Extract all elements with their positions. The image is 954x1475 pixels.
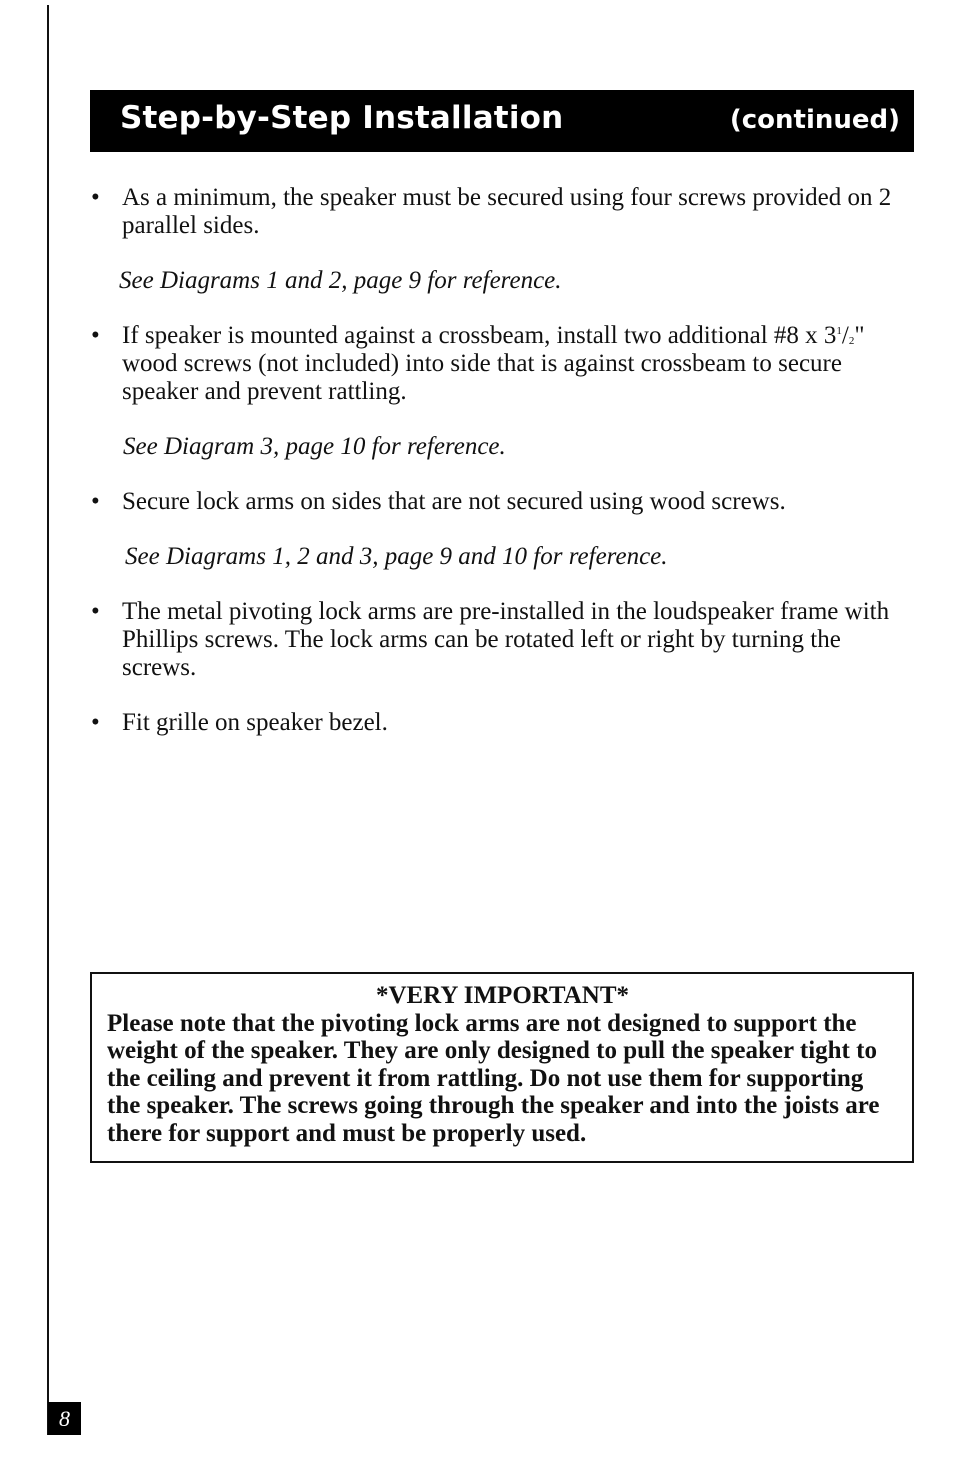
section-header-bar xyxy=(90,90,914,152)
diagram-reference: See Diagram 3, page 10 for reference. xyxy=(123,433,506,460)
list-item-pivoting-arms xyxy=(90,598,914,682)
list-item-grille xyxy=(90,709,914,737)
continued-label: (continued) xyxy=(729,105,900,135)
diagram-reference: See Diagrams 1 and 2, page 9 for reference. xyxy=(119,267,562,294)
section-title: Step-by-Step Installation xyxy=(120,100,564,136)
list-item-crossbeam xyxy=(90,322,914,406)
list-item-text: The metal pivoting lock arms are pre-installed in the loudspeaker frame with Phillips screws. The lock arms can be rotated left or right by turning the screws. xyxy=(122,598,890,681)
bullet-icon: • xyxy=(91,709,100,736)
notice-title: *VERY IMPORTANT* xyxy=(375,982,630,1009)
bullet-icon: • xyxy=(91,322,100,349)
list-item-text: Fit grille on speaker bezel. xyxy=(122,709,388,736)
list-item-text: If speaker is mounted against a crossbeam, install two additional #8 x $3^1/2$" wood screws (not included) into side that is against crossbeam to secure speaker and prevent rattling. xyxy=(122,322,865,405)
diagram-reference: See Diagrams 1, 2 and 3, page 9 and 10 for reference. xyxy=(125,543,668,570)
page-margin-rule xyxy=(47,5,49,1435)
instruction-list xyxy=(90,184,914,737)
list-item-min-screws xyxy=(90,184,914,240)
list-item-lock-arms xyxy=(90,488,914,516)
important-notice-box xyxy=(90,972,914,1163)
list-item-text: As a minimum, the speaker must be secured using four screws provided on 2 parallel sides. xyxy=(122,184,892,239)
bullet-icon: • xyxy=(91,184,100,211)
page-number: 8 xyxy=(48,1402,81,1435)
notice-body: Please note that the pivoting lock arms are not designed to support the weight of the speaker. They are only designed to pull the speaker tight to the ceiling and prevent it from rattling. Do not use them for supporting the speaker. The screws going through the speaker and into the joists are there for support and must be properly used. xyxy=(107,1009,880,1147)
bullet-icon: • xyxy=(91,488,100,515)
list-item-text: Secure lock arms on sides that are not secured using wood screws. xyxy=(122,488,786,515)
bullet-icon: • xyxy=(91,598,100,625)
